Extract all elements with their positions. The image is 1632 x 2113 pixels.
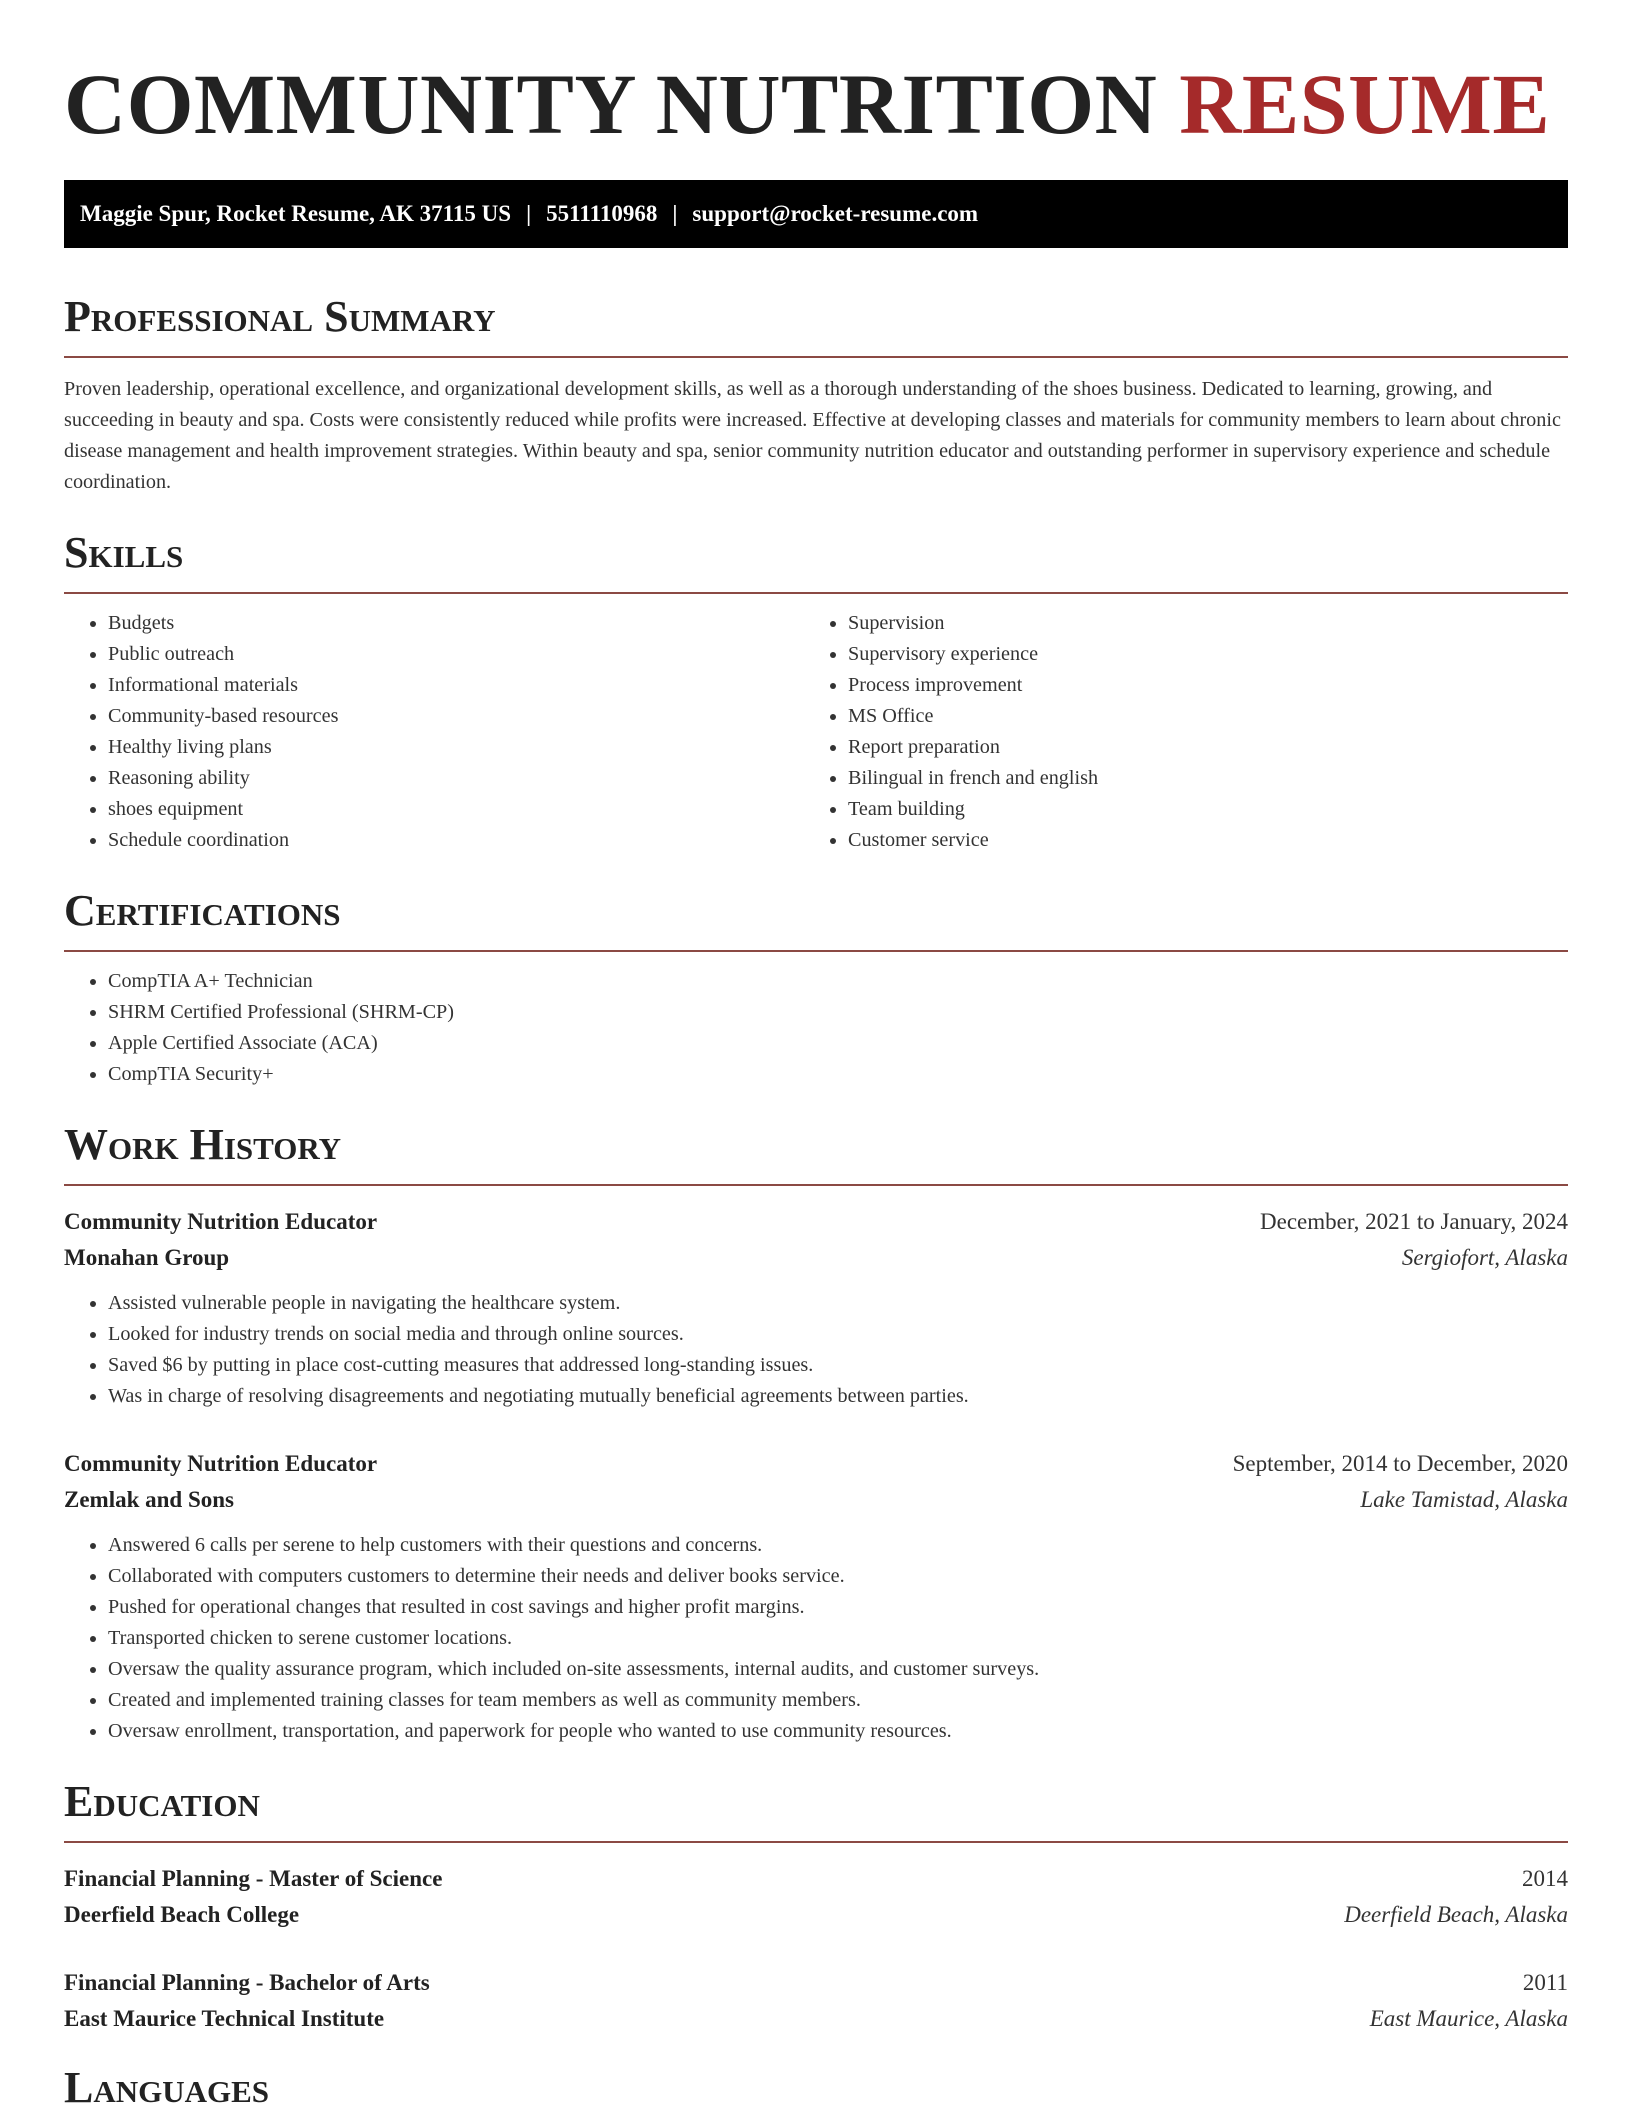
education-degree: Financial Planning - Bachelor of Arts <box>64 1970 430 1995</box>
job-duty-item: • Collaborated with computers customers to determine their needs and deliver books service. <box>108 1561 1568 1592</box>
section-divider <box>64 1841 1568 1843</box>
skills-list-left <box>64 608 804 856</box>
job-duty-item: • Transported chicken to serene customer locations. <box>108 1623 1568 1654</box>
skill-item: • Report preparation <box>848 732 1544 763</box>
certifications-section <box>64 886 1568 1090</box>
education-entry <box>64 1965 1568 2037</box>
skills-section <box>64 528 1568 856</box>
contact-address: Maggie Spur, Rocket Resume, AK 37115 US <box>80 201 512 226</box>
section-title-summary: Professional Summary <box>64 292 496 341</box>
job-company-row <box>64 1482 1568 1518</box>
education-degree: Financial Planning - Master of Science <box>64 1866 443 1891</box>
job-duty-item: • Answered 6 calls per serene to help customers with their questions and concerns. <box>108 1530 1568 1561</box>
skill-item: • Healthy living plans <box>108 732 804 763</box>
certification-item: • Apple Certified Associate (ACA) <box>108 1028 1568 1059</box>
job-location: Lake Tamistad, Alaska <box>1360 1487 1568 1512</box>
section-title-education: Education <box>64 1777 260 1826</box>
contact-email: support@rocket-resume.com <box>692 201 979 226</box>
skill-item: • Customer service <box>848 825 1544 856</box>
education-location: East Maurice, Alaska <box>1369 2006 1568 2031</box>
contact-separator: | <box>526 201 532 226</box>
job-company: Zemlak and Sons <box>64 1487 235 1512</box>
job-header-row <box>64 1204 1568 1240</box>
skill-item: • Community-based resources <box>108 701 804 732</box>
contact-phone: 5511110968 <box>546 201 658 226</box>
skill-item: • Supervisory experience <box>848 639 1544 670</box>
title-accent: RESUME <box>1179 56 1551 152</box>
education-school: Deerfield Beach College <box>64 1902 300 1927</box>
skill-item: • Supervision <box>848 608 1544 639</box>
skill-item: • Bilingual in french and english <box>848 763 1544 794</box>
contact-bar <box>64 180 1568 248</box>
skill-item: • shoes equipment <box>108 794 804 825</box>
resume-title <box>64 58 1568 150</box>
section-title-certifications: Certifications <box>64 886 341 935</box>
job-dates: September, 2014 to December, 2020 <box>1232 1451 1568 1476</box>
section-title-languages: Languages <box>64 2063 270 2112</box>
skill-item: • Process improvement <box>848 670 1544 701</box>
job-duties-list <box>64 1530 1568 1747</box>
job-duty-item: • Assisted vulnerable people in navigating the healthcare system. <box>108 1288 1568 1319</box>
job-dates: December, 2021 to January, 2024 <box>1260 1209 1568 1234</box>
section-divider <box>64 950 1568 952</box>
education-school: East Maurice Technical Institute <box>64 2006 385 2031</box>
languages-section <box>64 2063 1568 2113</box>
education-header-row <box>64 1965 1568 2001</box>
job-title: Community Nutrition Educator <box>64 1451 378 1476</box>
skills-grid <box>64 594 1568 856</box>
work-history-section <box>64 1120 1568 1747</box>
job-company: Monahan Group <box>64 1245 230 1270</box>
summary-text: Proven leadership, operational excellence, and organizational development skills, as well as a thorough understanding of the shoes business. Dedicated to learning, growing, and succeeding in beauty and spa. Costs were consistently reduced while profits were increased. Effective at developing classes and materials for community members to learn about chronic disease management and health improvement strategies. Within beauty and spa, senior community nutrition educator and outstanding performer in supervisory experience and schedule coordination. <box>64 378 1561 493</box>
job-company-row <box>64 1240 1568 1276</box>
skill-item: • MS Office <box>848 701 1544 732</box>
job-entry <box>64 1446 1568 1747</box>
section-divider <box>64 1184 1568 1186</box>
certification-item: • CompTIA Security+ <box>108 1059 1568 1090</box>
contact-separator: | <box>672 201 678 226</box>
skill-item: • Public outreach <box>108 639 804 670</box>
job-location: Sergiofort, Alaska <box>1401 1245 1568 1270</box>
skills-list-right <box>804 608 1544 856</box>
job-duty-item: • Created and implemented training classes for team members as well as community members. <box>108 1685 1568 1716</box>
education-school-row <box>64 2001 1568 2037</box>
section-title-work-history: Work History <box>64 1120 342 1169</box>
job-entry <box>64 1204 1568 1412</box>
education-section <box>64 1777 1568 2037</box>
title-main: COMMUNITY NUTRITION <box>64 56 1158 152</box>
education-entry <box>64 1861 1568 1933</box>
certifications-list <box>64 966 1568 1090</box>
education-school-row <box>64 1897 1568 1933</box>
job-title: Community Nutrition Educator <box>64 1209 378 1234</box>
section-divider <box>64 356 1568 358</box>
skill-item: • Schedule coordination <box>108 825 804 856</box>
certification-item: • CompTIA A+ Technician <box>108 966 1568 997</box>
education-header-row <box>64 1861 1568 1897</box>
job-duty-item: • Was in charge of resolving disagreements and negotiating mutually beneficial agreements between parties. <box>108 1381 1568 1412</box>
summary-section <box>64 292 1568 498</box>
certification-item: • SHRM Certified Professional (SHRM-CP) <box>108 997 1568 1028</box>
section-title-skills: Skills <box>64 528 184 577</box>
education-year: 2014 <box>1522 1866 1568 1891</box>
skill-item: • Informational materials <box>108 670 804 701</box>
job-duty-item: • Looked for industry trends on social media and through online sources. <box>108 1319 1568 1350</box>
job-duty-item: • Oversaw enrollment, transportation, and paperwork for people who wanted to use community resources. <box>108 1716 1568 1747</box>
job-header-row <box>64 1446 1568 1482</box>
education-location: Deerfield Beach, Alaska <box>1344 1902 1568 1927</box>
skill-item: • Budgets <box>108 608 804 639</box>
skill-item: • Team building <box>848 794 1544 825</box>
job-duties-list <box>64 1288 1568 1412</box>
job-duty-item: • Saved $6 by putting in place cost-cutting measures that addressed long-standing issues. <box>108 1350 1568 1381</box>
education-year: 2011 <box>1522 1970 1568 1995</box>
job-duty-item: • Pushed for operational changes that resulted in cost savings and higher profit margins. <box>108 1592 1568 1623</box>
skill-item: • Reasoning ability <box>108 763 804 794</box>
job-duty-item: • Oversaw the quality assurance program, which included on-site assessments, internal audits, and customer surveys. <box>108 1654 1568 1685</box>
